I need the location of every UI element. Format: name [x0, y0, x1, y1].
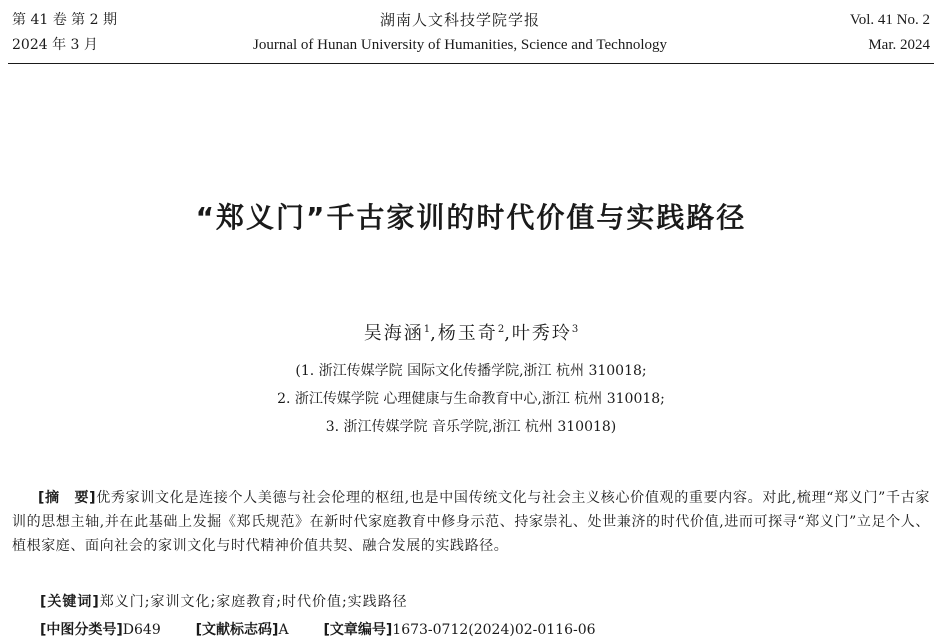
abstract-label: [摘 要]: [38, 490, 97, 506]
classification-line: [40, 619, 596, 639]
keywords-text: 郑义门;家训文化;家庭教育;时代价值;实践路径: [99, 594, 408, 610]
article-title: “郑义门”千古家训的时代价值与实践路径: [195, 201, 747, 234]
affiliation-line: (1. 浙江传媒学院 国际文化传播学院,浙江 杭州 310018;: [295, 363, 647, 379]
author-name: 吴海涵: [363, 323, 424, 344]
journal-title-en: Journal of Hunan University of Humanities, Science and Technology: [253, 37, 667, 53]
volume-en: Vol. 41 No. 2: [849, 12, 930, 28]
abstract: [12, 486, 930, 558]
affiliation-line: 2. 浙江传媒学院 心理健康与生命教育中心,浙江 杭州 310018;: [277, 391, 665, 407]
author-sup: 1: [423, 324, 431, 335]
header-divider: [8, 63, 934, 64]
abstract-text: 优秀家训文化是连接个人美德与社会伦理的枢纽,也是中国传统文化与社会主义核心价值观的重要内容。对此,梳理“郑义门”千古家训的思想主轴,并在此基础上发掘《郑氏规范》在新时代家庭教育中修身示范、持家崇礼、处世兼济的时代价值,进而可探寻“郑义门”立足个人、植根家庭、面向社会的家训文化与时代精神价值共契、融合发展的实践路径。: [12, 490, 930, 554]
issue-cn: 第 41 卷 第 2 期: [12, 12, 117, 28]
article-no-label: [文章编号]: [323, 622, 393, 638]
header-left: [12, 8, 117, 58]
keywords-label: [关键词]: [40, 594, 100, 610]
affiliation-list: [0, 357, 942, 441]
author-sup: 3: [571, 324, 579, 335]
keywords: [40, 591, 408, 611]
author-name: 杨玉奇: [437, 323, 498, 344]
affiliation-line: 3. 浙江传媒学院 音乐学院,浙江 杭州 310018): [325, 419, 617, 435]
journal-title-cn: 湖南人文科技学院学报: [379, 11, 540, 29]
doc-code-value: A: [278, 622, 289, 638]
clc-value: D649: [122, 622, 161, 638]
date-cn: 2024 年 3 月: [12, 37, 98, 53]
author-name: 叶秀玲: [511, 323, 572, 344]
doc-code-label: [文献标志码]: [195, 622, 279, 638]
article-no-value: 1673-0712(2024)02-0116-06: [392, 622, 596, 638]
clc-label: [中图分类号]: [40, 622, 123, 638]
date-en: Mar. 2024: [868, 37, 930, 53]
header-right: [850, 8, 930, 58]
header-center: [180, 8, 740, 58]
author-sup: 2: [497, 324, 505, 335]
author-list: 吴海涵$^1$,杨玉奇$^2$,叶秀玲$^3$: [363, 323, 579, 344]
